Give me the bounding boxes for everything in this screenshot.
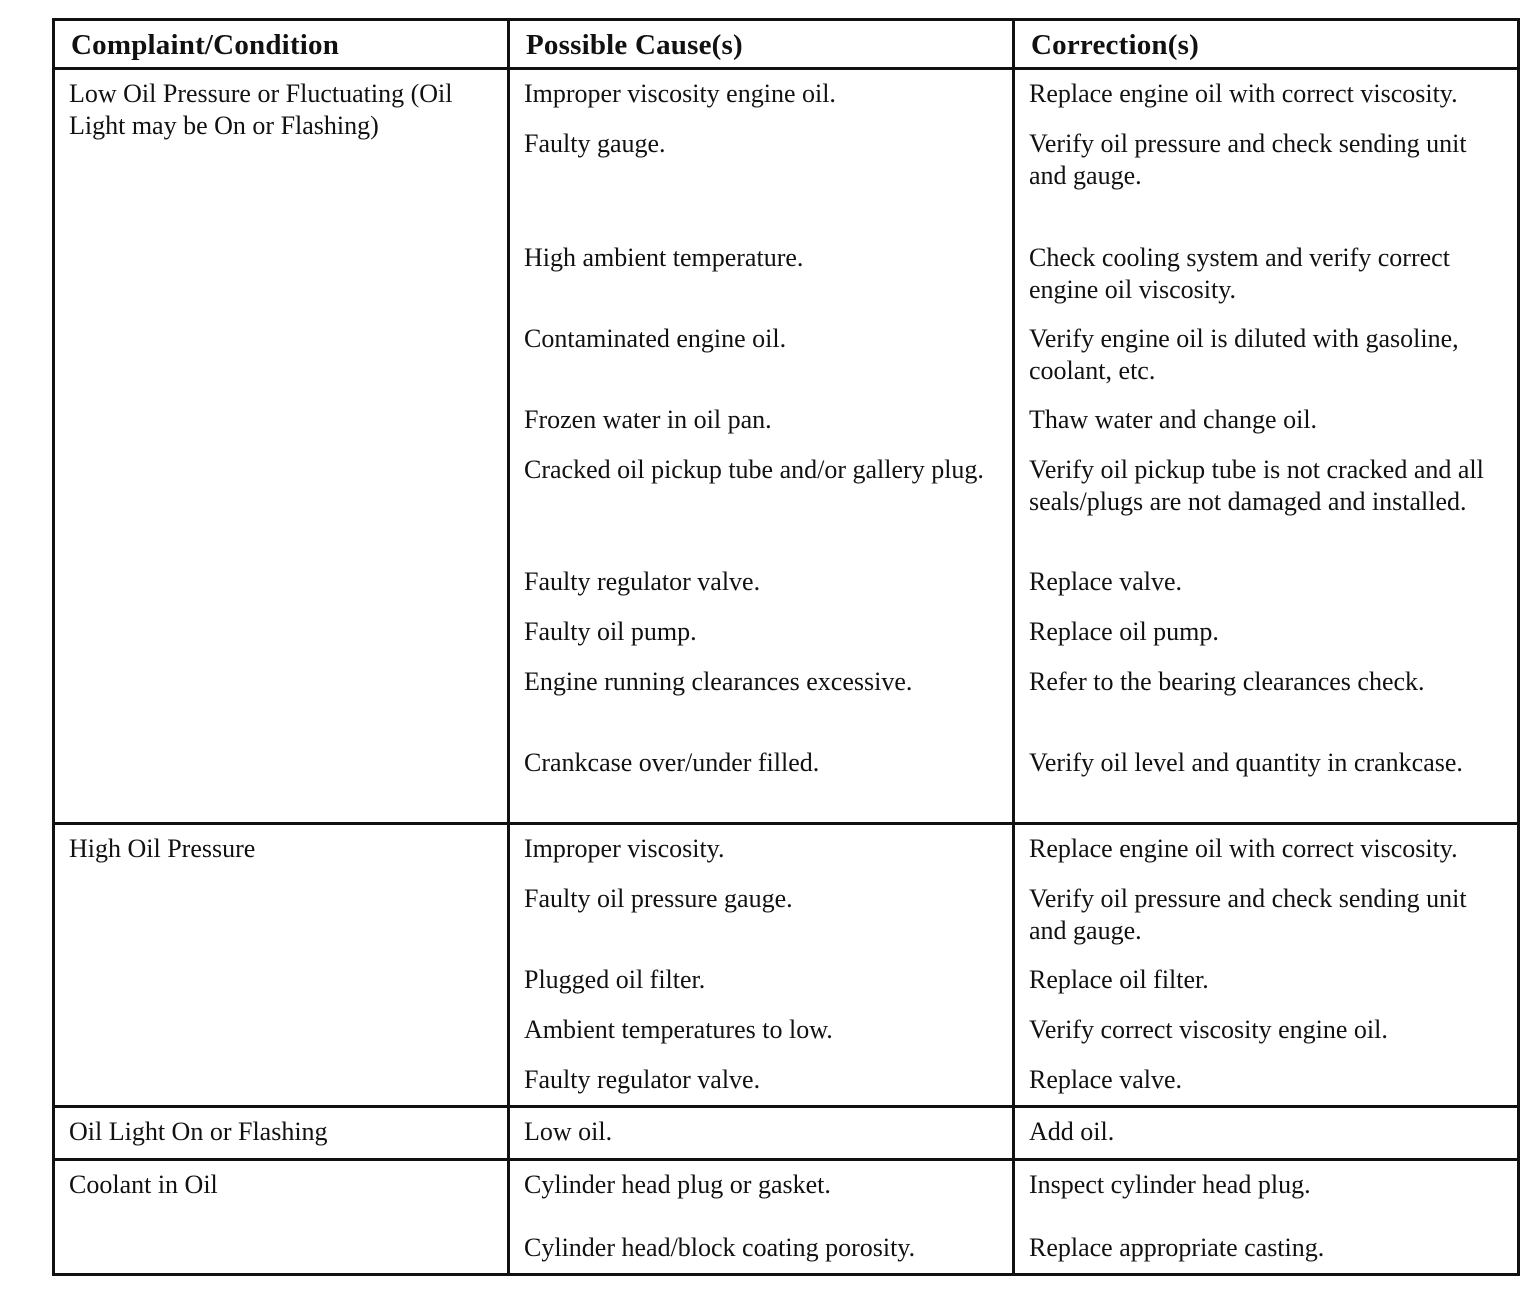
cause-text: Cracked oil pickup tube and/or gallery plug. xyxy=(524,455,984,484)
cause-cell xyxy=(509,69,1014,824)
correction-text: Replace engine oil with correct viscosity. xyxy=(1029,79,1458,108)
correction-text: Verify oil pressure and check sending unit and gauge. xyxy=(1029,884,1467,945)
correction-cell xyxy=(1014,1107,1519,1160)
header-complaint: Complaint/Condition xyxy=(54,20,509,69)
cause-cell xyxy=(509,824,1014,1107)
cause-text: Faulty regulator valve. xyxy=(524,1065,761,1094)
cause-text: Frozen water in oil pan. xyxy=(524,405,772,434)
correction-text: Verify correct viscosity engine oil. xyxy=(1029,1015,1388,1044)
condition-cell xyxy=(54,69,509,824)
correction-cell xyxy=(1014,69,1519,824)
table-row xyxy=(54,69,1519,824)
cause-text: Cylinder head plug or gasket. xyxy=(524,1170,831,1199)
table-row xyxy=(54,1160,1519,1275)
cause-text: Plugged oil filter. xyxy=(524,965,706,994)
cause-text: Faulty gauge. xyxy=(524,129,666,158)
table-row xyxy=(54,1107,1519,1160)
diagnosis-table xyxy=(52,18,1520,1276)
cause-cell xyxy=(509,1107,1014,1160)
condition-cell xyxy=(54,1107,509,1160)
cause-text: Faulty regulator valve. xyxy=(524,567,761,596)
header-row xyxy=(54,20,1519,69)
condition-text: Oil Light On or Flashing xyxy=(69,1117,328,1146)
correction-text: Inspect cylinder head plug. xyxy=(1029,1170,1311,1199)
cause-text: Cylinder head/block coating porosity. xyxy=(524,1233,916,1262)
cause-text: Crankcase over/under filled. xyxy=(524,748,820,777)
correction-cell xyxy=(1014,824,1519,1107)
correction-text: Check cooling system and verify correct engine oil viscosity. xyxy=(1029,243,1450,304)
cause-text: High ambient temperature. xyxy=(524,243,804,272)
correction-text: Verify oil level and quantity in crankcase. xyxy=(1029,748,1463,777)
header-cause: Possible Cause(s) xyxy=(509,20,1014,69)
correction-text: Verify engine oil is diluted with gasoline, coolant, etc. xyxy=(1029,324,1459,385)
correction-text: Replace valve. xyxy=(1029,567,1183,596)
correction-text: Replace oil filter. xyxy=(1029,965,1209,994)
correction-text: Verify oil pickup tube is not cracked and all seals/plugs are not damaged and installed. xyxy=(1029,455,1484,516)
cause-text: Contaminated engine oil. xyxy=(524,324,787,353)
cause-text: Ambient temperatures to low. xyxy=(524,1015,833,1044)
condition-text: Coolant in Oil xyxy=(69,1170,218,1199)
condition-text: High Oil Pressure xyxy=(69,834,256,863)
correction-text: Verify oil pressure and check sending unit and gauge. xyxy=(1029,129,1467,190)
correction-text: Replace engine oil with correct viscosity. xyxy=(1029,834,1458,863)
cause-text: Improper viscosity. xyxy=(524,834,725,863)
correction-text: Add oil. xyxy=(1029,1117,1115,1146)
header-correction: Correction(s) xyxy=(1014,20,1519,69)
table-row xyxy=(54,824,1519,1107)
correction-text: Replace valve. xyxy=(1029,1065,1183,1094)
correction-text: Refer to the bearing clearances check. xyxy=(1029,667,1425,696)
cause-cell xyxy=(509,1160,1014,1275)
cause-text: Faulty oil pressure gauge. xyxy=(524,884,793,913)
cause-text: Improper viscosity engine oil. xyxy=(524,79,836,108)
condition-text: Low Oil Pressure or Fluctuating (Oil Light may be On or Flashing) xyxy=(69,79,453,140)
correction-text: Thaw water and change oil. xyxy=(1029,405,1318,434)
correction-text: Replace oil pump. xyxy=(1029,617,1219,646)
condition-cell xyxy=(54,1160,509,1275)
condition-cell xyxy=(54,824,509,1107)
cause-text: Low oil. xyxy=(524,1117,613,1146)
correction-text: Replace appropriate casting. xyxy=(1029,1233,1325,1262)
cause-text: Engine running clearances excessive. xyxy=(524,667,913,696)
correction-cell xyxy=(1014,1160,1519,1275)
cause-text: Faulty oil pump. xyxy=(524,617,697,646)
